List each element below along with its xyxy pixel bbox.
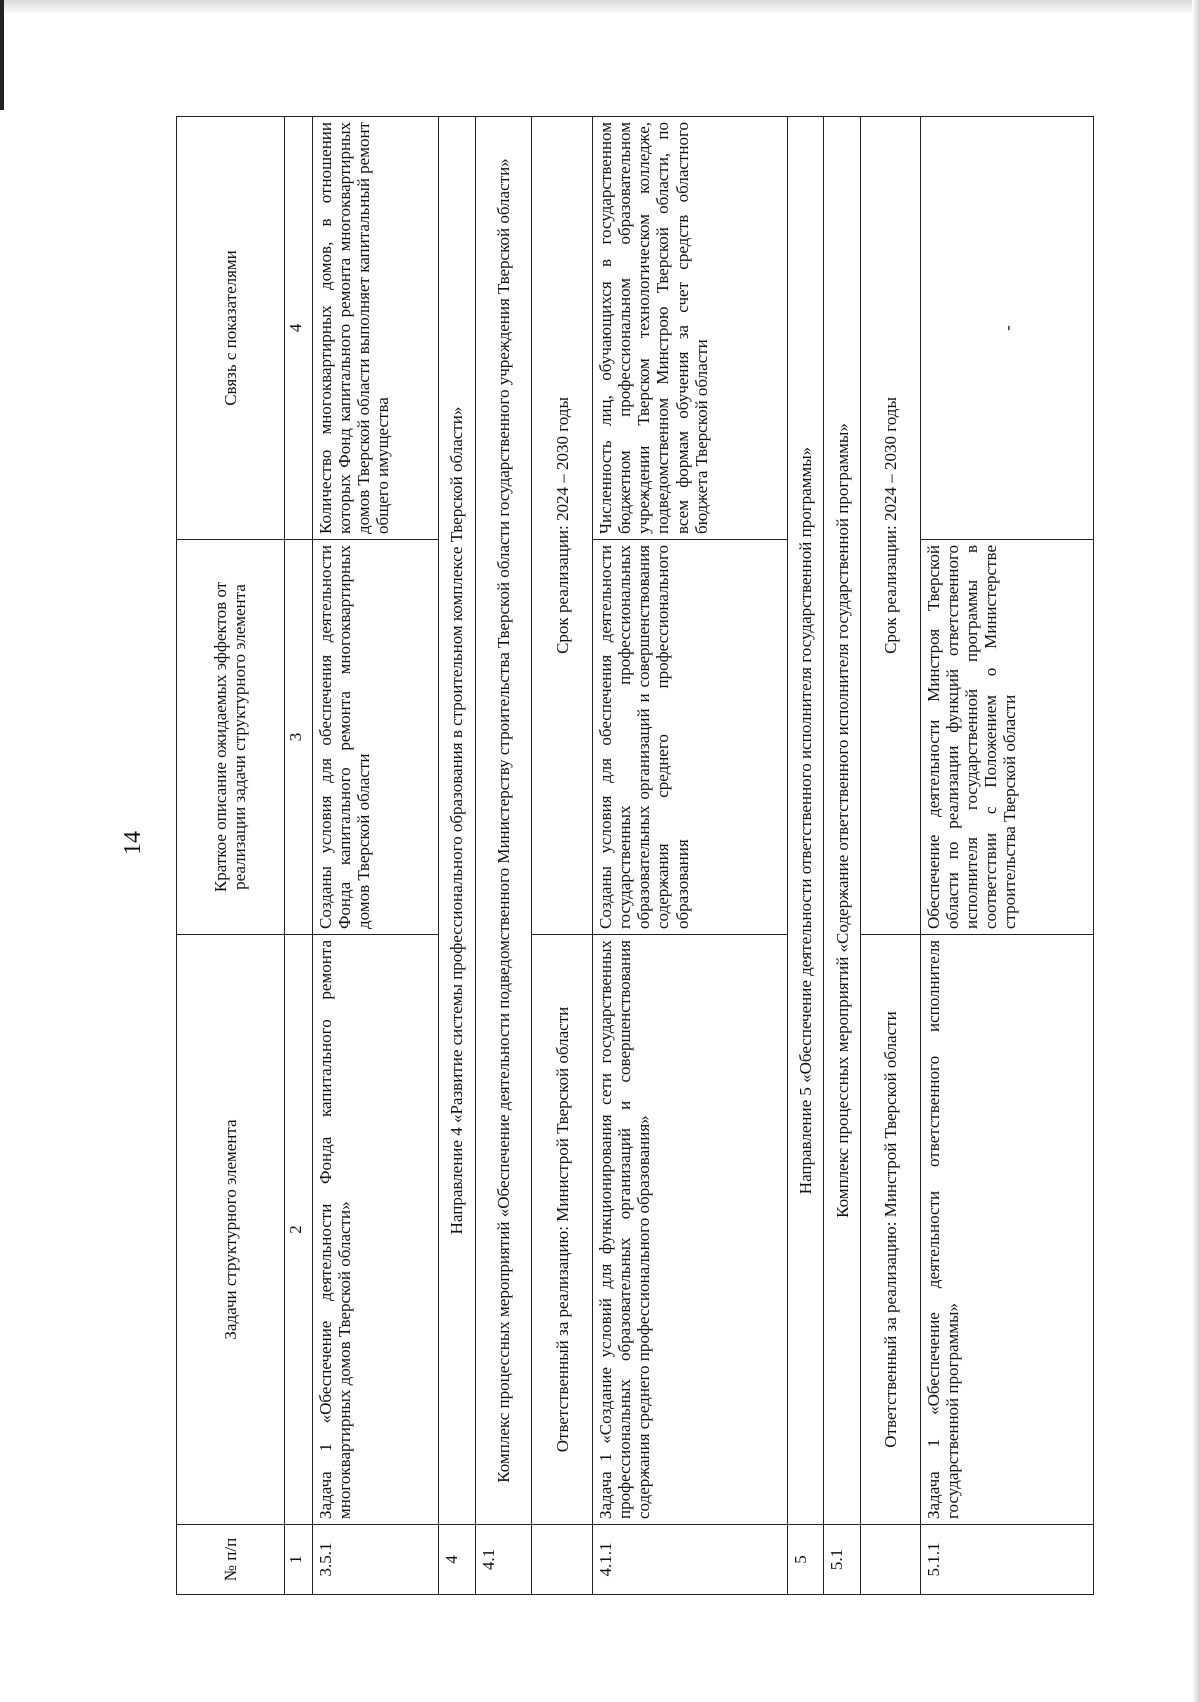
scan-edge-left: [0, 0, 4, 110]
header-num: № п/п: [177, 1525, 285, 1595]
row-task: Задача 1 «Обеспечение деятельности Фонда капитального ремонта многоквартирных домов Тверской области»: [312, 935, 438, 1525]
table-row: [921, 117, 1094, 1595]
row-num: 3.5.1: [312, 1525, 438, 1595]
direction-title: Направление 5 «Обеспечение деятельности ответственного исполнителя государственной программы»: [787, 117, 824, 1525]
responsible: Ответственный за реализацию: Министрой Тверской области: [531, 935, 592, 1525]
row-effect: Обеспечение деятельности Минстроя Тверской области по реализации функций ответственного исполнителя государственной программы в соответствии с Положением о Министерстве строительства Тверской области: [921, 540, 1094, 935]
table-row: [531, 117, 592, 1595]
table-row: [824, 117, 861, 1595]
term: Срок реализации: 2024 – 2030 годы: [531, 117, 592, 935]
table-row: [439, 117, 476, 1595]
direction-title: Направление 4 «Развитие системы профессионального образования в строительном комплексе Тверской области»: [439, 117, 476, 1525]
row-num: 5.1.1: [921, 1525, 1094, 1595]
responsible: Ответственный за реализацию: Минстрой Тверской области: [860, 935, 920, 1525]
rotated-table-container: [176, 117, 1094, 1595]
tasks-table: [176, 116, 1094, 1595]
row-num: 5.1: [824, 1525, 861, 1595]
table-row: [312, 117, 438, 1595]
row-link: -: [921, 117, 1094, 540]
table-header-row: [177, 117, 285, 1595]
row-num: 5: [787, 1525, 824, 1595]
header-link: Связь с показателями: [177, 117, 285, 540]
header-effects: Краткое описание ожидаемых эффектов от реализации задачи структурного элемента: [177, 540, 285, 935]
row-link: Количество многоквартирных домов, в отношении которых Фонд капитального ремонта многоквартирных домов Тверской области выполняет капитальный ремонт общего имущества: [312, 117, 438, 540]
empty-cell: [860, 1525, 920, 1595]
table-row: [860, 117, 920, 1595]
row-link: Численность лиц, обучающихся в государственном бюджетном профессиональном образовательном учреждении Тверском технологическом колледже, подведомственном Минстрою Тверской области, по всем формам обучения за счет средств областного бюджета Тверской области: [593, 117, 787, 540]
table-row: [787, 117, 824, 1595]
col-number: 4: [284, 117, 312, 540]
header-tasks: Задачи структурного элемента: [177, 935, 285, 1525]
col-number: 3: [284, 540, 312, 935]
empty-cell: [531, 1525, 592, 1595]
column-number-row: [284, 117, 312, 1595]
page-number: 14: [120, 831, 146, 855]
row-num: 4.1.1: [593, 1525, 787, 1595]
row-task: Задача 1 «Обеспечение деятельности ответственного исполнителя государственной программы»: [921, 935, 1094, 1525]
row-num: 4: [439, 1525, 476, 1595]
row-num: 4.1: [475, 1525, 531, 1595]
row-task: Задача 1 «Создание условий для функционирования сети государственных профессиональных образовательных организаций и совершенствования содержания среднего профессионального образования»: [593, 935, 787, 1525]
col-number: 2: [284, 935, 312, 1525]
scan-edge-right: [1192, 0, 1200, 1702]
col-number: 1: [284, 1525, 312, 1595]
row-effect: Созданы условия для обеспечения деятельности Фонда капитального ремонта многоквартирных домов Тверской области: [312, 540, 438, 935]
complex-title: Комплекс процессных мероприятий «Содержание ответственного исполнителя государственной программы»: [824, 117, 861, 1525]
table-row: [593, 117, 787, 1595]
complex-title: Комплекс процессных мероприятий «Обеспечение деятельности подведомственного Министерству строительства Тверской области государственного учреждения Тверской области»: [475, 117, 531, 1525]
scan-edge-top: [0, 0, 1200, 14]
term: Срок реализации: 2024 – 2030 годы: [860, 117, 920, 935]
row-effect: Созданы условия для обеспечения деятельности государственных профессиональных образовательных организаций и совершенствования содержания среднего профессионального образования: [593, 540, 787, 935]
table-row: [475, 117, 531, 1595]
